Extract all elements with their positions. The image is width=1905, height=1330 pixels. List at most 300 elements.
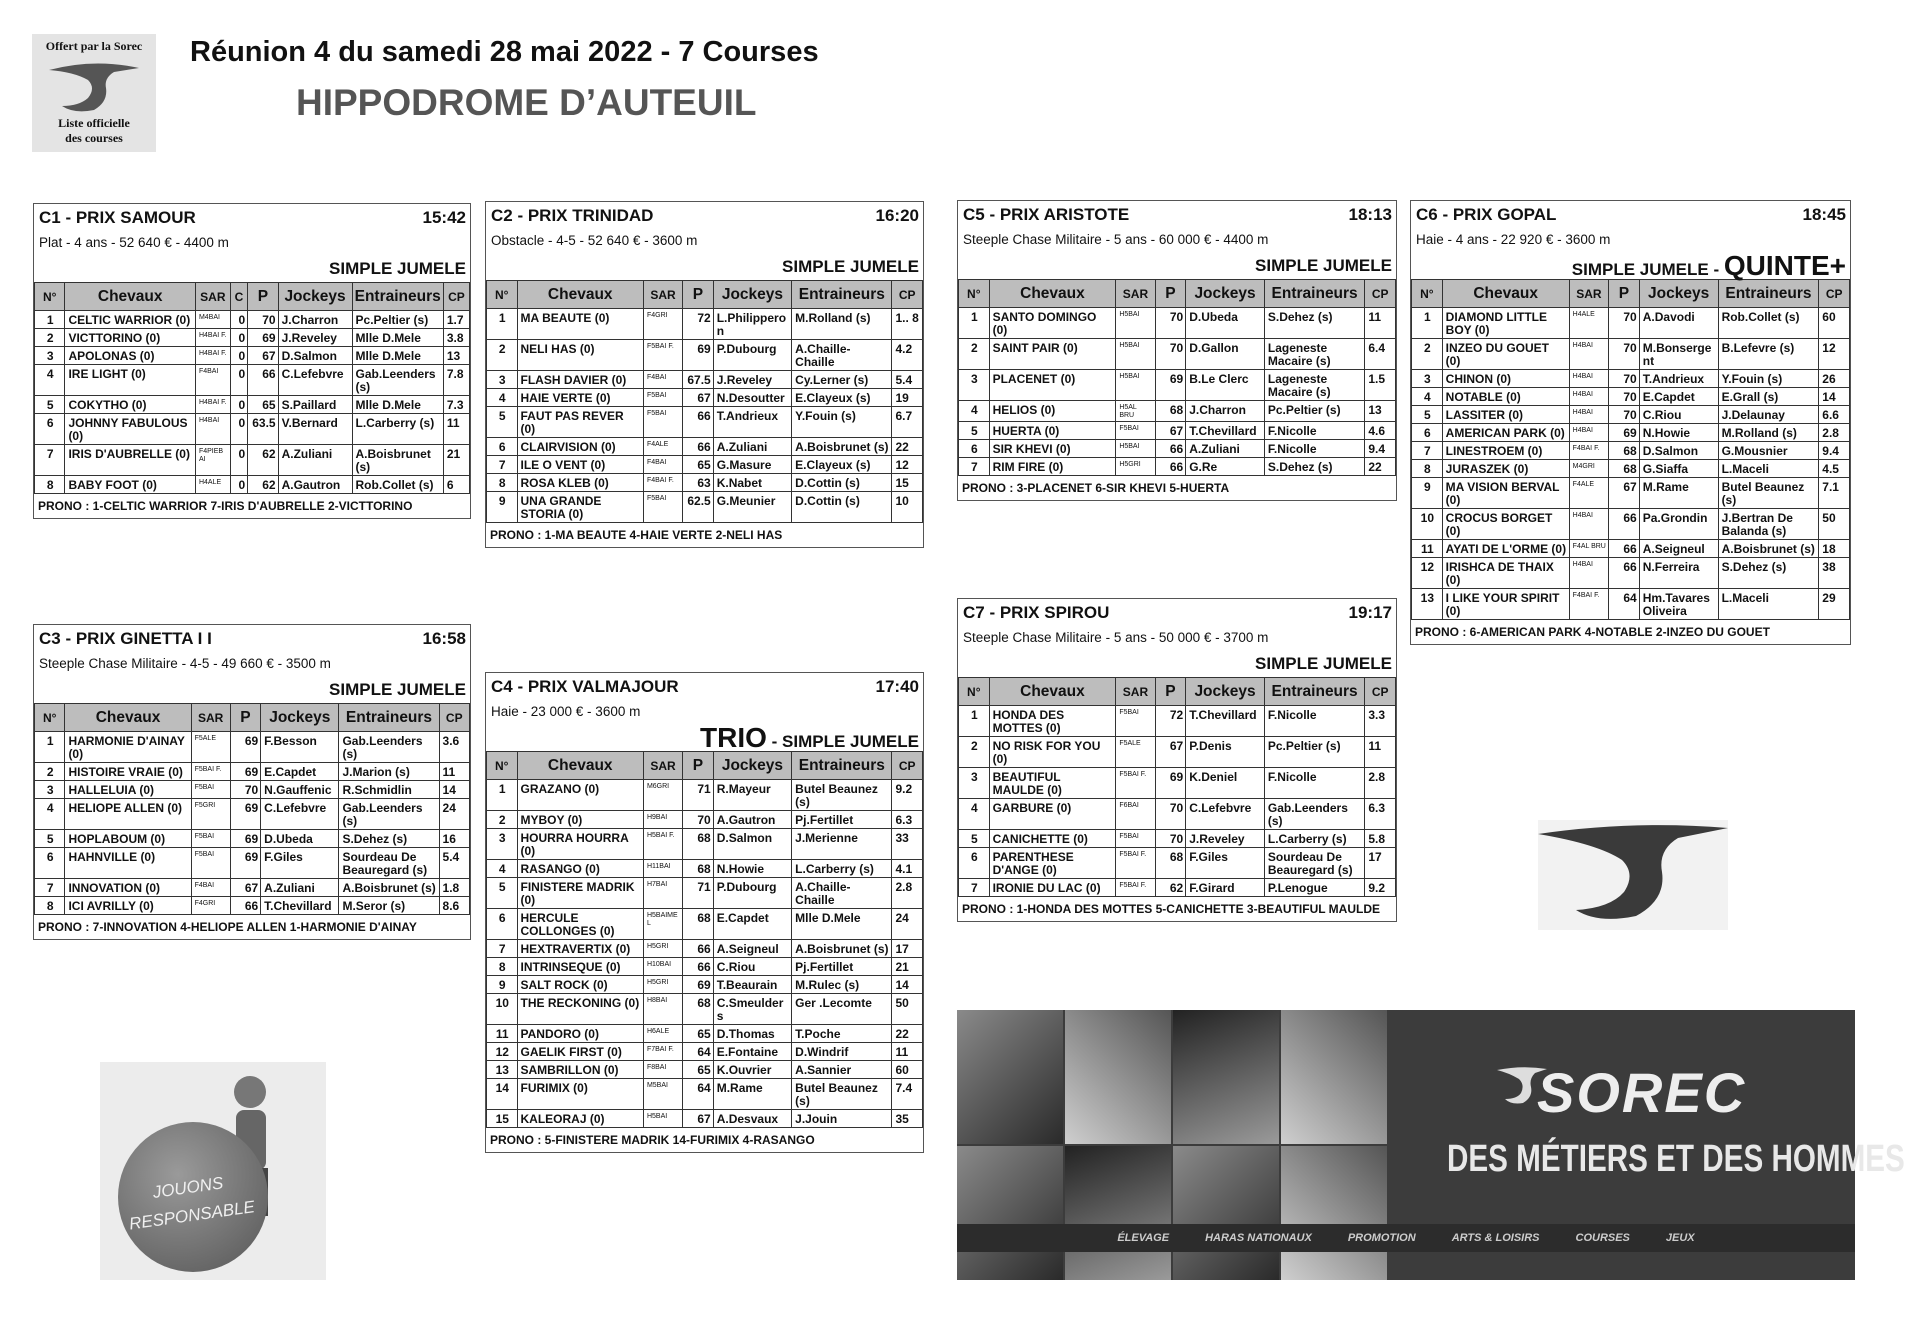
- runner-row: [959, 830, 1396, 848]
- runner-row: [1412, 339, 1850, 370]
- runner-cell: 4: [1412, 388, 1443, 406]
- runner-row: [35, 396, 470, 414]
- runner-cell: T.Poche: [792, 1025, 892, 1043]
- runner-cell: 7.8: [443, 365, 469, 396]
- column-header: CP: [1819, 280, 1850, 308]
- race-bet-types: [1411, 252, 1850, 279]
- runner-cell: IRISHCA DE THAIX (0): [1442, 558, 1569, 589]
- promo-strip-item: ÉLEVAGE: [1117, 1232, 1170, 1244]
- runner-cell: NOTABLE (0): [1442, 388, 1569, 406]
- runner-cell: 2: [35, 763, 65, 781]
- runner-cell: C.Lefebvre: [261, 799, 339, 830]
- runner-cell: A.Davodi: [1639, 308, 1718, 339]
- runner-cell: 71: [683, 878, 714, 909]
- runner-cell: 64: [1609, 589, 1640, 620]
- runner-cell: D.Thomas: [713, 1025, 791, 1043]
- runner-row: [959, 799, 1396, 830]
- runner-cell: 35: [892, 1110, 923, 1128]
- runner-cell: 66: [1155, 440, 1186, 458]
- runner-row: [487, 492, 923, 523]
- bet-text: SIMPLE JUMELE: [329, 259, 466, 278]
- runner-cell: 3: [35, 347, 65, 365]
- runner-cell: V.Bernard: [278, 414, 352, 445]
- runner-cell: 6: [1412, 424, 1443, 442]
- column-header: P: [683, 752, 714, 780]
- promo-strip: [957, 1224, 1855, 1252]
- race-prono: PRONO : 1-CELTIC WARRIOR 7-IRIS D'AUBRELLE 2-VICTTORINO: [38, 499, 413, 513]
- runner-cell: A.Zuliani: [713, 438, 791, 456]
- column-header: Entraineurs: [1264, 280, 1365, 308]
- runner-cell: 70: [1155, 339, 1186, 370]
- runner-cell: 11: [892, 1043, 923, 1061]
- race-time: 17:40: [875, 676, 919, 696]
- runner-cell: K.Ouvrier: [713, 1061, 791, 1079]
- runner-cell: 8.6: [439, 897, 469, 915]
- runner-cell: 62: [248, 476, 278, 494]
- runner-row: [959, 440, 1396, 458]
- bet-big: QUINTE+: [1723, 250, 1846, 281]
- runner-cell: 21: [443, 445, 469, 476]
- runner-cell: GRAZANO (0): [517, 780, 643, 811]
- runner-cell: C.Smeulders: [713, 994, 791, 1025]
- promo-strip-item: PROMOTION: [1347, 1232, 1416, 1244]
- runner-cell: A.Boisbrunet (s): [792, 940, 892, 958]
- bet-text: SIMPLE JUMELE: [1255, 654, 1392, 673]
- runner-cell: M.Rame: [713, 1079, 791, 1110]
- column-header: CP: [1365, 280, 1396, 308]
- column-header: P: [683, 281, 714, 309]
- runner-cell: 2: [959, 737, 990, 768]
- runner-cell: 13: [443, 347, 469, 365]
- runner-cell: 6.3: [892, 811, 923, 829]
- runner-cell: 0: [230, 347, 247, 365]
- photo: [1065, 1010, 1171, 1144]
- runner-row: [487, 958, 923, 976]
- runner-cell: M4GRI: [1569, 460, 1608, 478]
- runner-cell: B.Le Clerc: [1186, 370, 1265, 401]
- runner-cell: JOHNNY FABULOUS (0): [65, 414, 196, 445]
- race-name: C6 - PRIX GOPAL: [1416, 204, 1557, 224]
- runner-cell: 66: [1609, 540, 1640, 558]
- runner-row: [959, 339, 1396, 370]
- photo: [1173, 1010, 1279, 1144]
- runner-cell: 62: [1155, 879, 1186, 897]
- runner-row: [959, 848, 1396, 879]
- runner-row: [35, 365, 470, 396]
- runner-row: [1412, 370, 1850, 388]
- runner-cell: 22: [1365, 458, 1396, 476]
- runner-cell: F.Giles: [261, 848, 339, 879]
- runner-cell: M.Rulec (s): [792, 976, 892, 994]
- runner-cell: T.Chevillard: [1186, 422, 1265, 440]
- runner-cell: J.Charron: [278, 311, 352, 329]
- runner-cell: P.Dubourg: [713, 340, 791, 371]
- runner-cell: 9: [487, 492, 518, 523]
- column-header: N°: [487, 281, 518, 309]
- runner-cell: F4BAI F.: [1569, 442, 1608, 460]
- runner-cell: G.Siaffa: [1639, 460, 1718, 478]
- runner-cell: THE RECKONING (0): [517, 994, 643, 1025]
- runner-cell: 8: [487, 958, 518, 976]
- column-header: N°: [959, 678, 990, 706]
- race-prono: PRONO : 5-FINISTERE MADRIK 14-FURIMIX 4-RASANGO: [490, 1133, 815, 1147]
- runner-cell: 18: [1819, 540, 1850, 558]
- runner-cell: 65: [248, 396, 278, 414]
- runner-cell: 72: [1155, 706, 1186, 737]
- runner-cell: 5: [1412, 406, 1443, 424]
- column-header: CP: [439, 704, 469, 732]
- runner-cell: D.Salmon: [1639, 442, 1718, 460]
- runner-cell: H4ALE: [1569, 308, 1608, 339]
- runner-cell: 2: [35, 329, 65, 347]
- runners-table: [1411, 279, 1850, 620]
- runner-cell: 1: [959, 706, 990, 737]
- runner-cell: D.Ubeda: [1186, 308, 1265, 339]
- promo-strip-item: COURSES: [1575, 1232, 1630, 1244]
- runner-cell: 65: [683, 1025, 714, 1043]
- runner-row: [959, 706, 1396, 737]
- runner-cell: 60: [892, 1061, 923, 1079]
- runner-cell: 13: [1412, 589, 1443, 620]
- runner-row: [487, 829, 923, 860]
- runner-cell: 0: [230, 445, 247, 476]
- logo-top-text: Offert par la Sorec: [45, 39, 143, 53]
- runner-cell: A.Chaille-Chaille: [792, 340, 892, 371]
- race-header: [958, 599, 1396, 626]
- runner-cell: FINISTERE MADRIK (0): [517, 878, 643, 909]
- runner-cell: Gab.Leenders (s): [339, 799, 439, 830]
- runner-cell: KALEORAJ (0): [517, 1110, 643, 1128]
- runner-row: [487, 1025, 923, 1043]
- runner-cell: UNA GRANDE STORIA (0): [517, 492, 643, 523]
- runner-cell: Pj.Fertillet: [792, 811, 892, 829]
- runner-row: [487, 994, 923, 1025]
- runner-cell: J.Bertran De Balanda (s): [1718, 509, 1819, 540]
- runner-cell: 64: [683, 1043, 714, 1061]
- photo: [957, 1010, 1063, 1144]
- venue-title: HIPPODROME D’AUTEUIL: [296, 82, 757, 123]
- runner-cell: 6: [443, 476, 469, 494]
- runner-cell: 26: [1819, 370, 1850, 388]
- runner-cell: Pa.Grondin: [1639, 509, 1718, 540]
- runner-row: [487, 780, 923, 811]
- race-header: [34, 204, 470, 231]
- runner-cell: Pc.Peltier (s): [352, 311, 443, 329]
- race-time: 15:42: [422, 207, 466, 227]
- runner-cell: F.Giles: [1186, 848, 1265, 879]
- runner-cell: G.Re: [1186, 458, 1265, 476]
- runner-cell: H4BAI: [1569, 424, 1608, 442]
- runner-cell: Pc.Peltier (s): [1264, 401, 1365, 422]
- runner-row: [487, 474, 923, 492]
- race-name: C5 - PRIX ARISTOTE: [963, 204, 1130, 224]
- runner-cell: Butel Beaunez (s): [1718, 478, 1819, 509]
- runner-cell: 2: [487, 811, 518, 829]
- runner-cell: 7: [959, 879, 990, 897]
- runner-cell: H5BAI: [643, 1110, 682, 1128]
- runner-cell: J.Delaunay: [1718, 406, 1819, 424]
- runner-row: [35, 329, 470, 347]
- runner-row: [1412, 589, 1850, 620]
- runner-cell: 6: [35, 414, 65, 445]
- runner-cell: B.Lefevre (s): [1718, 339, 1819, 370]
- runner-cell: Mlle D.Mele: [352, 347, 443, 365]
- runner-cell: BABY FOOT (0): [65, 476, 196, 494]
- column-header: CP: [892, 752, 923, 780]
- runner-cell: 7: [487, 456, 518, 474]
- race-conditions: Plat - 4 ans - 52 640 € - 4400 m: [39, 235, 229, 250]
- runner-row: [1412, 308, 1850, 339]
- race-conditions: Steeple Chase Militaire - 5 ans - 60 000 € - 4400 m: [963, 232, 1269, 247]
- runner-cell: A.Boisbrunet (s): [1718, 540, 1819, 558]
- runner-cell: L.Carberry (s): [352, 414, 443, 445]
- runner-cell: S.Dehez (s): [339, 830, 439, 848]
- race-prono: PRONO : 1-MA BEAUTE 4-HAIE VERTE 2-NELI HAS: [490, 528, 783, 542]
- runner-cell: 6: [487, 438, 518, 456]
- runner-cell: H4BAI F.: [195, 396, 230, 414]
- runner-cell: 6: [959, 848, 990, 879]
- runner-cell: M.Seror (s): [339, 897, 439, 915]
- runner-cell: 70: [230, 781, 260, 799]
- runner-cell: F5BAI F.: [191, 763, 230, 781]
- runner-cell: 66: [1155, 458, 1186, 476]
- race-c4: [485, 672, 924, 1153]
- race-conditions: Haie - 4 ans - 22 920 € - 3600 m: [1416, 232, 1611, 247]
- column-header: N°: [487, 752, 518, 780]
- runner-cell: Cy.Lerner (s): [792, 371, 892, 389]
- runner-cell: 3: [35, 781, 65, 799]
- runner-cell: Y.Fouin (s): [1718, 370, 1819, 388]
- runner-cell: AMERICAN PARK (0): [1442, 424, 1569, 442]
- column-header: CP: [892, 281, 923, 309]
- runner-row: [487, 438, 923, 456]
- photo: [1281, 1010, 1387, 1144]
- runner-cell: 67: [683, 1110, 714, 1128]
- runner-cell: J.Charron: [1186, 401, 1265, 422]
- runner-cell: J.Reveley: [713, 371, 791, 389]
- runner-cell: F.Girard: [1186, 879, 1265, 897]
- runner-cell: 69: [1155, 768, 1186, 799]
- runner-row: [959, 422, 1396, 440]
- runner-cell: 1: [35, 311, 65, 329]
- runner-cell: 69: [230, 732, 260, 763]
- runner-cell: E.Fontaine: [713, 1043, 791, 1061]
- runner-cell: 67: [230, 879, 260, 897]
- runner-row: [487, 1110, 923, 1128]
- runner-cell: LINESTROEM (0): [1442, 442, 1569, 460]
- runner-cell: J.Merienne: [792, 829, 892, 860]
- runner-cell: 1: [35, 732, 65, 763]
- runner-cell: 1.. 8: [892, 309, 923, 340]
- runner-cell: S.Paillard: [278, 396, 352, 414]
- runner-row: [35, 347, 470, 365]
- horse-head-logo-icon: [44, 58, 144, 116]
- column-header: N°: [35, 283, 65, 311]
- runner-cell: F5BAI: [643, 492, 682, 523]
- runner-cell: N.Howie: [713, 860, 791, 878]
- runner-cell: Gab.Leenders (s): [1264, 799, 1365, 830]
- runner-cell: 21: [892, 958, 923, 976]
- runner-cell: H10BAI: [643, 958, 682, 976]
- runner-cell: Lageneste Macaire (s): [1264, 339, 1365, 370]
- runner-cell: H9BAI: [643, 811, 682, 829]
- runner-cell: T.Beaurain: [713, 976, 791, 994]
- column-header: SAR: [1569, 280, 1608, 308]
- runner-cell: 3: [959, 370, 990, 401]
- runner-row: [35, 799, 470, 830]
- column-header: P: [1155, 280, 1186, 308]
- runner-cell: Mlle D.Mele: [352, 329, 443, 347]
- runner-cell: Lageneste Macaire (s): [1264, 370, 1365, 401]
- photo: [1281, 1146, 1387, 1280]
- runner-cell: H4BAI F.: [195, 329, 230, 347]
- runner-row: [487, 389, 923, 407]
- runner-cell: 68: [683, 909, 714, 940]
- race-time: 16:58: [422, 628, 466, 648]
- column-header: Jockeys: [1186, 280, 1265, 308]
- runner-cell: 50: [1819, 509, 1850, 540]
- runner-cell: 4.2: [892, 340, 923, 371]
- runner-row: [35, 763, 470, 781]
- column-header: P: [1609, 280, 1640, 308]
- runner-row: [487, 860, 923, 878]
- runner-cell: F5ALE: [1116, 737, 1155, 768]
- runner-cell: 68: [683, 994, 714, 1025]
- runner-cell: 5: [35, 830, 65, 848]
- runner-cell: 17: [892, 940, 923, 958]
- bet-text: SIMPLE JUMELE: [782, 257, 919, 276]
- runner-cell: R.Mayeur: [713, 780, 791, 811]
- runner-cell: F4AL BRU: [1569, 540, 1608, 558]
- runner-cell: 67: [1609, 478, 1640, 509]
- photo: [1065, 1146, 1171, 1280]
- runner-cell: MYBOY (0): [517, 811, 643, 829]
- runner-cell: 5: [35, 396, 65, 414]
- runner-cell: 69: [230, 830, 260, 848]
- runner-cell: SANTO DOMINGO (0): [989, 308, 1116, 339]
- runner-cell: 4: [487, 389, 518, 407]
- runner-cell: 3.6: [439, 732, 469, 763]
- runner-cell: E.Clayeux (s): [792, 456, 892, 474]
- race-c5: [957, 200, 1397, 501]
- column-header: Jockeys: [261, 704, 339, 732]
- runner-cell: 63.5: [248, 414, 278, 445]
- runner-cell: HAHNVILLE (0): [65, 848, 191, 879]
- runner-cell: 2.8: [1365, 768, 1396, 799]
- column-header: Jockeys: [278, 283, 352, 311]
- runner-cell: 9.4: [1819, 442, 1850, 460]
- runner-cell: P.Dubourg: [713, 878, 791, 909]
- runner-cell: A.Zuliani: [1186, 440, 1265, 458]
- runner-cell: G.Meunier: [713, 492, 791, 523]
- runner-cell: F4ALE: [643, 438, 682, 456]
- runner-cell: A.Seigneul: [713, 940, 791, 958]
- runner-cell: 70: [1155, 799, 1186, 830]
- runner-cell: N.Desoutter: [713, 389, 791, 407]
- runner-cell: 6.3: [1365, 799, 1396, 830]
- runner-row: [487, 976, 923, 994]
- runner-row: [487, 1079, 923, 1110]
- runner-cell: 66: [683, 940, 714, 958]
- runner-cell: F5BAI: [191, 830, 230, 848]
- runner-cell: IRE LIGHT (0): [65, 365, 196, 396]
- runner-cell: 29: [1819, 589, 1850, 620]
- runner-cell: 11: [1365, 308, 1396, 339]
- runner-cell: Sourdeau De Beauregard (s): [339, 848, 439, 879]
- sorec-horse-logo-icon: [1538, 820, 1728, 930]
- runner-cell: 19: [892, 389, 923, 407]
- runner-cell: K.Nabet: [713, 474, 791, 492]
- runner-cell: 22: [892, 438, 923, 456]
- runner-cell: D.Cottin (s): [792, 492, 892, 523]
- runner-cell: 8: [35, 476, 65, 494]
- responsible-line2: RESPONSABLE: [127, 1197, 256, 1234]
- runner-cell: F5BAI: [643, 407, 682, 438]
- runner-cell: M.Rame: [1639, 478, 1718, 509]
- runner-cell: F5ALE: [191, 732, 230, 763]
- runner-cell: H5BAI: [1116, 440, 1155, 458]
- runner-cell: P.Lenogue: [1264, 879, 1365, 897]
- runner-cell: 69: [230, 799, 260, 830]
- runner-cell: C.Riou: [1639, 406, 1718, 424]
- runner-cell: 16: [439, 830, 469, 848]
- runner-cell: 2: [1412, 339, 1443, 370]
- runner-cell: P.Denis: [1186, 737, 1265, 768]
- runner-cell: D.Cottin (s): [792, 474, 892, 492]
- column-header: Jockeys: [1186, 678, 1265, 706]
- runner-cell: 14: [1819, 388, 1850, 406]
- runner-cell: L.Maceli: [1718, 589, 1819, 620]
- runners-table: [486, 751, 923, 1128]
- runner-cell: 66: [230, 897, 260, 915]
- runner-cell: D.Salmon: [278, 347, 352, 365]
- race-prono: PRONO : 6-AMERICAN PARK 4-NOTABLE 2-INZEO DU GOUET: [1415, 625, 1770, 639]
- runner-cell: HONDA DES MOTTES (0): [989, 706, 1116, 737]
- runner-cell: 3: [959, 768, 990, 799]
- column-header: Entraineurs: [339, 704, 439, 732]
- runner-cell: 4: [959, 401, 990, 422]
- runner-cell: 5.8: [1365, 830, 1396, 848]
- runner-cell: 69: [1155, 370, 1186, 401]
- runner-cell: 0: [230, 329, 247, 347]
- bet-text: SIMPLE JUMELE: [1255, 256, 1392, 275]
- runner-cell: 5: [487, 407, 518, 438]
- runner-cell: H4BAI F.: [195, 347, 230, 365]
- runner-cell: H5BAI F.: [643, 829, 682, 860]
- runner-cell: F5BAI: [1116, 706, 1155, 737]
- runner-cell: 1: [1412, 308, 1443, 339]
- runner-cell: F4BAI: [195, 365, 230, 396]
- runner-cell: IRIS D'AUBRELLE (0): [65, 445, 196, 476]
- runner-cell: IRONIE DU LAC (0): [989, 879, 1116, 897]
- runner-cell: F.Nicolle: [1264, 440, 1365, 458]
- runner-row: [487, 1043, 923, 1061]
- runner-cell: COKYTHO (0): [65, 396, 196, 414]
- runner-cell: F4BAI F.: [1569, 589, 1608, 620]
- runner-cell: J.Jouin: [792, 1110, 892, 1128]
- runner-cell: G.Masure: [713, 456, 791, 474]
- runner-cell: 67: [1155, 737, 1186, 768]
- runner-cell: F5GRI: [191, 799, 230, 830]
- runner-cell: L.Philipperon: [713, 309, 791, 340]
- runner-cell: 0: [230, 365, 247, 396]
- photo: [1173, 1146, 1279, 1280]
- runner-cell: 5.4: [439, 848, 469, 879]
- column-header: N°: [1412, 280, 1443, 308]
- runner-cell: H4BAI: [195, 414, 230, 445]
- runner-cell: SALT ROCK (0): [517, 976, 643, 994]
- column-header: CP: [443, 283, 469, 311]
